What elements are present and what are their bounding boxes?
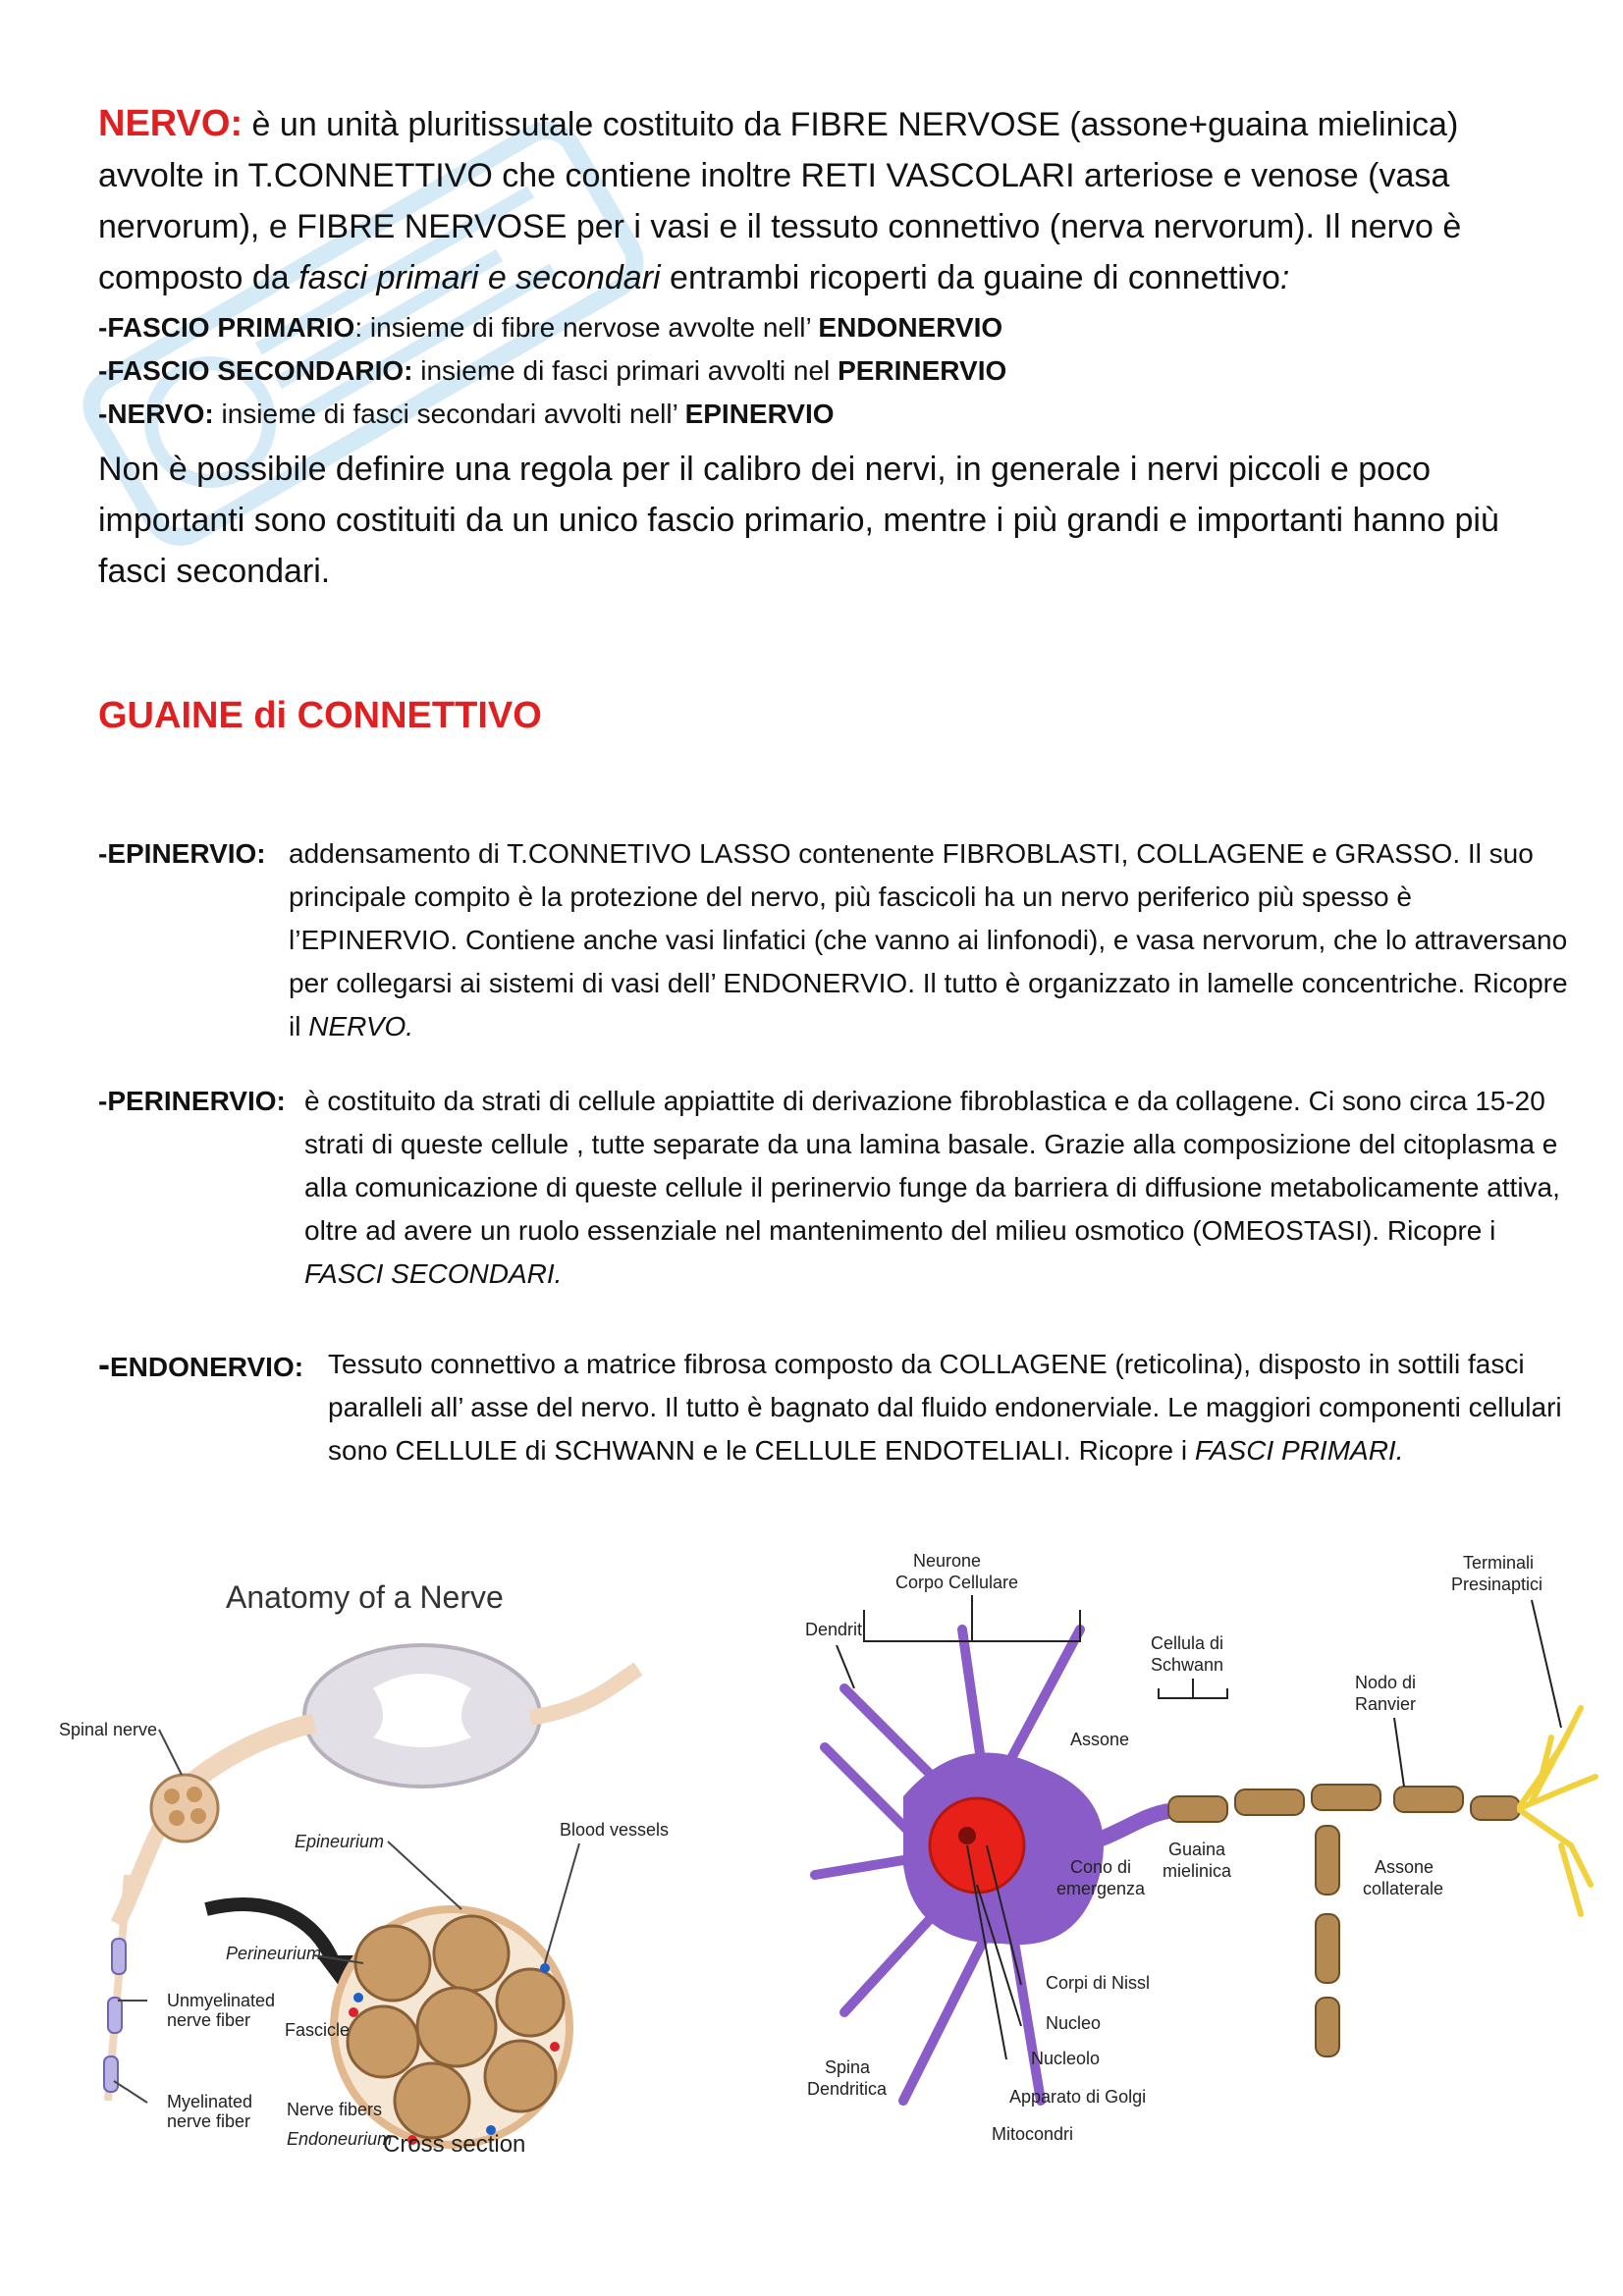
label-unmyelinated-2: nerve fiber	[167, 2010, 251, 2030]
label-mitocondri: Mitocondri	[992, 2124, 1074, 2144]
intro-paragraph	[98, 98, 1551, 303]
label-schwann-2: Schwann	[1151, 1655, 1224, 1675]
label-myelinated-2: nerve fiber	[167, 2111, 251, 2131]
nerve-anatomy-figure	[59, 1551, 727, 2160]
bundle-list	[98, 306, 1473, 436]
label-assone-coll: Assone	[1375, 1857, 1434, 1877]
intro-text: è un unità pluritissutale costituito da FIBRE NERVOSE (assone+guaina mielinica) avvolte in T.CONNETTIVO che contiene inoltre RETI VASCOLARI arteriose e venose (vasa nervorum), e FIBRE NERVOSE per i vasi e il tessuto connettivo (nerva nervorum). Il nervo è composto da	[98, 106, 1462, 296]
presynaptic-terminals	[1520, 1708, 1596, 1914]
label-dendriti: Dendriti	[805, 1620, 867, 1639]
label-schwann: Cellula di	[1151, 1633, 1224, 1653]
intro-italic: fasci primari e secondari	[298, 259, 661, 296]
myelin-sheath	[1168, 1785, 1520, 2056]
label-cono: Cono di	[1070, 1857, 1132, 1877]
definition-perinervio	[98, 1080, 1571, 1306]
definition-epinervio	[98, 832, 1571, 1048]
label-cross-section: Cross section	[383, 2131, 526, 2158]
figure-title: Anatomy of a Nerve	[226, 1579, 504, 1615]
label-corpo-cellulare: Corpo Cellulare	[895, 1573, 1019, 1592]
label-nodo: Nodo di	[1355, 1673, 1417, 1692]
label-spinal-nerve: Spinal nerve	[59, 1720, 158, 1739]
nerve-bundle	[151, 1775, 218, 1842]
intro-term: NERVO:	[98, 103, 243, 144]
label-blood-vessels: Blood vessels	[560, 1820, 670, 1840]
nucleolus	[958, 1827, 976, 1844]
label-endoneurium: Endoneurium	[287, 2129, 393, 2149]
label-nucleo: Nucleo	[1046, 2013, 1102, 2033]
label-ranvier: Ranvier	[1355, 1694, 1417, 1714]
label-epineurium: Epineurium	[295, 1832, 385, 1851]
intro-colon: :	[1279, 259, 1290, 296]
nucleus	[930, 1798, 1024, 1893]
list-item: -FASCIO PRIMARIO: insieme di fibre nervose avvolte nell’ ENDONERVIO	[98, 312, 1003, 343]
definition-term: -ENDONERVIO:	[98, 1344, 304, 1384]
label-neurone: Neurone	[913, 1551, 982, 1571]
label-terminali: Terminali	[1463, 1553, 1535, 1573]
intro-text-end: entrambi ricoperti da guaine di connettivo	[660, 259, 1280, 296]
grey-matter	[373, 1674, 471, 1747]
definition-term: -PERINERVIO:	[98, 1086, 286, 1116]
neuron-figure	[785, 1551, 1600, 2160]
label-collaterale: collaterale	[1363, 1879, 1444, 1898]
label-myelinated: Myelinated	[167, 2092, 253, 2111]
definition-body: Tessuto connettivo a matrice fibrosa composto da COLLAGENE (reticolina), disposto in sottili fasci paralleli all’ asse del nervo. Il tutto è bagnato dal fluido endonerviale. Le maggiori componenti cellulari sono CELLULE di SCHWANN e le CELLULE ENDOTELIALI. Ricopre i FASCI PRIMARI.	[328, 1349, 1562, 1466]
section-title: GUAINE di CONNETTIVO	[98, 695, 542, 736]
label-nerve-fibers: Nerve fibers	[287, 2100, 383, 2119]
label-mielinica: mielinica	[1163, 1861, 1232, 1881]
definition-body: è costituito da strati di cellule appiattite di derivazione fibroblastica e da collagene. Ci sono circa 15-20 strati di queste cellule , tutte separate da una lamina basale. Grazie alla composizione del citoplasma e alla comunicazione di queste cellule il perinervio funge da barriera di diffusione metabolicamente attiva, oltre ad avere un ruolo essenziale nel mantenimento del milieu osmotico (OMEOSTASI). Ricopre i FASCI SECONDARI.	[304, 1086, 1560, 1289]
label-presinaptici: Presinaptici	[1451, 1575, 1543, 1594]
definition-body: addensamento di T.CONNETIVO LASSO contenente FIBROBLASTI, COLLAGENE e GRASSO. Il suo principale compito è la protezione del nervo, più fascicoli ha un nervo periferico più spesso è l’EPINERVIO. Contiene anche vasi linfatici (che vanno ai linfonodi), e vasa nervorum, che lo attraversano per collegarsi ai sistemi di vasi dell’ ENDONERVIO. Il tutto è organizzato in lamelle concentriche. Ricopre il NERVO.	[289, 838, 1568, 1041]
note-paragraph: Non è possibile definire una regola per il calibro dei nervi, in generale i nervi piccoli e poco importanti sono costituiti da un unico fascio primario, mentre i più grandi e importanti hanno più fasci secondari.	[98, 451, 1499, 590]
list-item: -FASCIO SECONDARIO: insieme di fasci primari avvolti nel PERINERVIO	[98, 355, 1007, 386]
definition-term: -EPINERVIO:	[98, 838, 266, 869]
label-unmyelinated: Unmyelinated	[167, 1991, 276, 2010]
definition-endonervio	[98, 1343, 1571, 1520]
label-nissl: Corpi di Nissl	[1046, 1973, 1151, 1993]
label-nucleolo: Nucleolo	[1031, 2049, 1101, 2068]
label-assone: Assone	[1070, 1730, 1130, 1749]
list-item: -NERVO: insieme di fasci secondari avvolti nell’ EPINERVIO	[98, 399, 835, 429]
label-perineurium: Perineurium	[226, 1944, 322, 1963]
label-spina: Spina	[825, 2057, 871, 2077]
label-guaina: Guaina	[1168, 1840, 1226, 1859]
label-fascicle: Fascicle	[285, 2020, 351, 2040]
label-golgi: Apparato di Golgi	[1009, 2087, 1147, 2107]
label-dendritica: Dendritica	[807, 2079, 888, 2099]
label-emergenza: emergenza	[1056, 1879, 1146, 1898]
